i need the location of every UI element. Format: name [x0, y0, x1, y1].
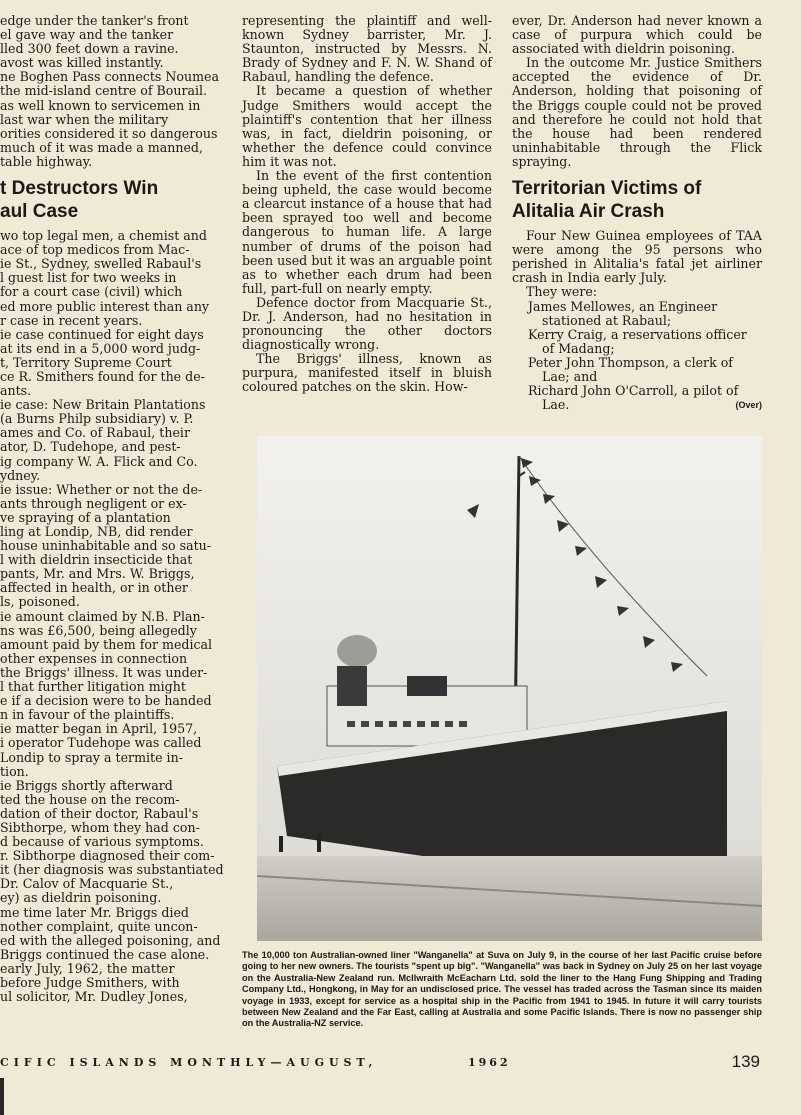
text-line: Briggs continued the case alone. — [0, 946, 210, 962]
paragraph: In the event of the first contention being upheld, the case would become a clearcut instance of a house that had been sprayed too well and become dangerous to human life. A large number of drums of the poison had been used but it was an arguable point as to whether each drum had been full, part-full on nearly empty. — [242, 168, 492, 296]
text-line: much of it was made a manned, — [0, 139, 203, 155]
text-line: ls, poisoned. — [0, 594, 80, 610]
text-line: other expenses in connection — [0, 650, 188, 666]
text-line: Londip to spray a termite in- — [0, 749, 183, 765]
paragraph: representing the plaintiff and well-known Sydney barrister, Mr. J. Staunton, instructed by Messrs. N. Brady of Sydney and F. N. W. Shand of Rabaul, handling the defence. — [242, 13, 492, 85]
text-line: amount paid by them for medical — [0, 636, 213, 652]
page-edge-mark — [0, 1078, 4, 1115]
text-line: el gave way and the tanker — [0, 27, 174, 43]
text-line: Dr. Calov of Macquarie St., — [0, 876, 174, 892]
text-line: l that further litigation might — [0, 679, 186, 695]
text-line: last war when the military — [0, 111, 169, 127]
headline-destructors-line2: aul Case — [0, 201, 79, 223]
text-line: ve spraying of a plantation — [0, 509, 171, 525]
text-line: at its end in a 5,000 word judg- — [0, 340, 201, 356]
text-line: table highway. — [0, 153, 93, 169]
text-line: ey) as dieldrin poisoning. — [0, 890, 162, 906]
text-line: (a Burns Philp subsidiary) v. P. — [0, 411, 194, 427]
text-line: the Briggs' illness. It was under- — [0, 664, 208, 680]
text-line: for a court case (civil) which — [0, 284, 183, 300]
text-line: it (her diagnosis was substantiated — [0, 862, 224, 878]
footer-publication: CIFIC ISLANDS MONTHLY—AUGUST, — [0, 1056, 378, 1069]
footer-year: 1962 — [468, 1056, 511, 1069]
column-middle — [242, 14, 492, 395]
text-line: l guest list for two weeks in — [0, 270, 177, 286]
text-line: d because of various symptoms. — [0, 834, 204, 850]
text-line: ed more public interest than any — [0, 298, 210, 314]
text-line: ns was £6,500, being allegedly — [0, 622, 197, 638]
text-line: early July, 1962, the matter — [0, 960, 175, 976]
text-line: t, Territory Supreme Court — [0, 354, 172, 370]
text-line: ie case: New Britain Plantations — [0, 397, 206, 413]
text-line: ie matter began in April, 1957, — [0, 721, 198, 737]
text-line: edge under the tanker's front — [0, 13, 189, 28]
paragraph: Defence doctor from Macquarie St., Dr. J. Anderson, had no hesitation in pronouncing the other doctors diagnostically wrong. — [242, 294, 492, 353]
headline-alitalia-line2: Alitalia Air Crash — [512, 201, 665, 223]
over-marker: (Over) — [735, 400, 762, 411]
text-line: me time later Mr. Briggs died — [0, 904, 189, 920]
footer-page-number: 139 — [731, 1052, 760, 1071]
paragraph: It became a question of whether Judge Smithers would accept the plaintiff's contention that her illness was, in fact, dieldrin poisoning, or whether the defence could convince him it was not. — [242, 83, 492, 169]
text-line: the mid-island centre of Bourail. — [0, 83, 208, 99]
text-line: l with dieldrin insecticide that — [0, 552, 193, 568]
text-line: before Judge Smithers, with — [0, 975, 180, 990]
list-item: Peter John Thompson, a clerk of Lae; and — [528, 354, 733, 384]
text-line: house uninhabitable and so satu- — [0, 538, 212, 554]
column-left-body-text — [0, 228, 224, 1005]
text-line: ator, D. Tudehope, and pest- — [0, 439, 181, 455]
text-line: ie issue: Whether or not the de- — [0, 481, 203, 497]
text-line: wo top legal men, a chemist and — [0, 228, 207, 244]
list-intro: They were: — [526, 284, 598, 300]
column-left — [0, 13, 224, 1005]
text-line: ted the house on the recom- — [0, 791, 180, 807]
text-line: n in favour of the plaintiffs. — [0, 707, 175, 723]
page-footer — [0, 1052, 762, 1072]
text-line: i operator Tudehope was called — [0, 735, 202, 751]
text-line: ydney. — [0, 467, 41, 483]
text-line: as well known to servicemen in — [0, 97, 201, 113]
text-line: ie case continued for eight days — [0, 326, 204, 342]
headline-alitalia-line1: Territorian Victims of — [512, 178, 702, 200]
text-line: tion. — [0, 763, 29, 779]
paragraph: Four New Guinea employees of TAA were among the 95 persons who perished in Alitalia's fatal jet airliner crash in India early July. — [512, 228, 762, 286]
headline-alitalia — [512, 177, 762, 223]
text-line: ling at Londip, NB, did render — [0, 524, 193, 539]
text-line: ie St., Sydney, swelled Rabaul's — [0, 256, 202, 272]
text-line: ace of top medicos from Mac- — [0, 242, 190, 258]
text-line: ie Briggs shortly afterward — [0, 777, 173, 793]
headline-destructors — [0, 177, 220, 223]
text-line: ne Boghen Pass connects Noumea — [0, 69, 219, 85]
column-left-top-text — [0, 14, 220, 169]
list-item: Richard John O'Carroll, a pilot of Lae. — [528, 383, 739, 413]
text-line: ce R. Smithers found for the de- — [0, 368, 205, 384]
text-line: ed with the alleged poisoning, and — [0, 932, 221, 948]
text-line: Sibthorpe, whom they had con- — [0, 819, 200, 835]
text-line: ul solicitor, Mr. Dudley Jones, — [0, 989, 188, 1005]
text-line: dation of their doctor, Rabaul's — [0, 805, 199, 821]
ship-photo — [257, 436, 762, 941]
paragraph: The Briggs' illness, known as purpura, manifested itself in bluish coloured patches on the skin. How- — [242, 351, 492, 395]
list-item: Kerry Craig, a reservations officer of Madang; — [528, 326, 747, 356]
text-line: ig company W. A. Flick and Co. — [0, 453, 198, 469]
column-right — [512, 14, 762, 412]
text-line: affected in health, or in other — [0, 580, 188, 596]
photo-caption: The 10,000 ton Australian-owned liner "Wanganella" at Suva on July 9, in the course of her last Pacific cruise before going to her new owners. The tourists "spent up big". "Wanganella" was back in Sydney on July 25 on her last voyage on the Australia-New Zealand run. McIlwraith McEacharn Ltd. sold the liner to the Hang Fung Shipping and Trading Company Ltd., Hongkong, in May for an undisclosed price. The vessel has traded across the Tasman since its maiden voyage in 1933, except for service as a hospital ship in the Pacific from 1941 to 1945. In future it will carry tourists between New Zealand and the Far East, calling at Australia and some Pacific Islands. There is now no passenger ship on the Australia-NZ service. — [242, 950, 762, 1029]
text-line: r. Sibthorpe diagnosed their com- — [0, 848, 215, 864]
headline-destructors-line1: t Destructors Win — [0, 178, 159, 200]
text-line: pants, Mr. and Mrs. W. Briggs, — [0, 566, 195, 582]
text-line: avost was killed instantly. — [0, 55, 164, 71]
text-line: ants through negligent or ex- — [0, 495, 187, 511]
victims-list — [512, 300, 762, 413]
text-line: r case in recent years. — [0, 312, 143, 328]
text-line: ie amount claimed by N.B. Plan- — [0, 608, 205, 624]
text-line: nother complaint, quite uncon- — [0, 918, 198, 934]
text-line: ants. — [0, 383, 32, 399]
list-item: James Mellowes, an Engineer stationed at Rabaul; — [528, 298, 718, 328]
paragraph: ever, Dr. Anderson had never known a case of purpura which could be associated with dieldrin poisoning. — [512, 13, 762, 57]
text-line: e if a decision were to be handed — [0, 693, 212, 709]
text-line: orities considered it so dangerous — [0, 125, 218, 141]
paragraph: In the outcome Mr. Justice Smithers accepted the evidence of Dr. Anderson, holding that poisoning of the Briggs couple could not be proved and therefore he could not hold that the house had been rendered uninhabitable through the Flick spraying. — [512, 55, 762, 169]
text-line: ames and Co. of Rabaul, their — [0, 425, 190, 441]
text-line: lled 300 feet down a ravine. — [0, 41, 179, 57]
